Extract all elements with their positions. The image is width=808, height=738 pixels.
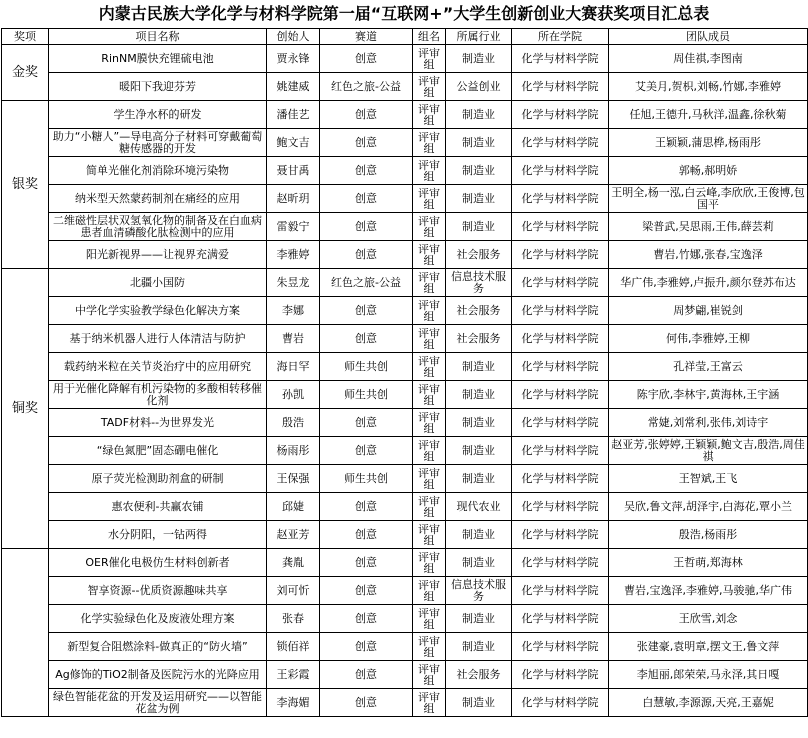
industry-cell: 制造业 [446, 129, 512, 157]
industry-cell: 制造业 [446, 689, 512, 717]
members-cell: 郭畅,郝明娇 [609, 157, 808, 185]
table-row [2, 297, 808, 325]
members-cell: 孔祥莹,王富云 [609, 353, 808, 381]
track-cell: 红色之旅-公益 [320, 73, 413, 101]
table-row [2, 521, 808, 549]
founder-cell: 曹岩 [267, 325, 320, 353]
college-cell: 化学与材料学院 [512, 297, 609, 325]
group-cell: 评审组 [413, 465, 446, 493]
college-cell: 化学与材料学院 [512, 241, 609, 269]
table-row [2, 465, 808, 493]
table-row [2, 129, 808, 157]
founder-cell: 孙凯 [267, 381, 320, 409]
founder-cell: 李雅婷 [267, 241, 320, 269]
table-row [2, 73, 808, 101]
track-cell: 创意 [320, 297, 413, 325]
group-cell: 评审组 [413, 101, 446, 129]
project-cell: 中学化学实验教学绿色化解决方案 [49, 297, 267, 325]
table-row [2, 605, 808, 633]
members-cell: 李旭丽,郎荣荣,马永泽,其日嘎 [609, 661, 808, 689]
group-cell: 评审组 [413, 493, 446, 521]
college-cell: 化学与材料学院 [512, 353, 609, 381]
group-cell: 评审组 [413, 325, 446, 353]
members-cell: 赵亚芳,张婷婷,王颖颖,鲍文吉,殷浩,周佳祺 [609, 437, 808, 465]
members-cell: 周佳祺,李图南 [609, 45, 808, 73]
industry-cell: 制造业 [446, 521, 512, 549]
project-cell: 纳米型天然蒙药制剂在痛经的应用 [49, 185, 267, 213]
track-cell: 创意 [320, 633, 413, 661]
track-cell: 创意 [320, 409, 413, 437]
members-cell: 王颖颖,蒲思桦,杨雨彤 [609, 129, 808, 157]
group-cell: 评审组 [413, 605, 446, 633]
founder-cell: 朱昱龙 [267, 269, 320, 297]
table-row [2, 157, 808, 185]
header-members: 团队成员 [609, 29, 808, 45]
college-cell: 化学与材料学院 [512, 73, 609, 101]
track-cell: 创意 [320, 45, 413, 73]
college-cell: 化学与材料学院 [512, 185, 609, 213]
group-cell: 评审组 [413, 157, 446, 185]
group-cell: 评审组 [413, 45, 446, 73]
table-row [2, 493, 808, 521]
group-cell: 评审组 [413, 409, 446, 437]
project-cell: 学生净水杯的研发 [49, 101, 267, 129]
college-cell: 化学与材料学院 [512, 577, 609, 605]
header-row [2, 29, 808, 45]
table-row [2, 185, 808, 213]
college-cell: 化学与材料学院 [512, 437, 609, 465]
college-cell: 化学与材料学院 [512, 381, 609, 409]
header-award: 奖项 [2, 29, 49, 45]
members-cell: 张建豪,袁明章,摆文王,鲁文萍 [609, 633, 808, 661]
founder-cell: 王保强 [267, 465, 320, 493]
industry-cell: 制造业 [446, 437, 512, 465]
founder-cell: 贾永锋 [267, 45, 320, 73]
members-cell: 梁普武,吴思雨,王伟,薛芸莉 [609, 213, 808, 241]
table-body [2, 45, 808, 717]
founder-cell: 张春 [267, 605, 320, 633]
table-row [2, 353, 808, 381]
project-cell: 暖阳下我迎芬芳 [49, 73, 267, 101]
members-cell: 殷浩,杨雨彤 [609, 521, 808, 549]
track-cell: 创意 [320, 661, 413, 689]
college-cell: 化学与材料学院 [512, 269, 609, 297]
track-cell: 创意 [320, 101, 413, 129]
track-cell: 创意 [320, 493, 413, 521]
table-row [2, 101, 808, 129]
college-cell: 化学与材料学院 [512, 325, 609, 353]
group-cell: 评审组 [413, 689, 446, 717]
track-cell: 师生共创 [320, 465, 413, 493]
table-row [2, 633, 808, 661]
group-cell: 评审组 [413, 269, 446, 297]
project-cell: RinNM膜快充锂硫电池 [49, 45, 267, 73]
table-row [2, 325, 808, 353]
industry-cell: 现代农业 [446, 493, 512, 521]
track-cell: 师生共创 [320, 353, 413, 381]
college-cell: 化学与材料学院 [512, 689, 609, 717]
group-cell: 评审组 [413, 661, 446, 689]
project-cell: Ag修饰的TiO2制备及医院污水的光降应用 [49, 661, 267, 689]
track-cell: 创意 [320, 577, 413, 605]
founder-cell: 姚建威 [267, 73, 320, 101]
table-row [2, 549, 808, 577]
table-row [2, 577, 808, 605]
header-college: 所在学院 [512, 29, 609, 45]
founder-cell: 鲍文吉 [267, 129, 320, 157]
project-cell: 北疆小国防 [49, 269, 267, 297]
project-cell: 惠农便利-共赢农铺 [49, 493, 267, 521]
college-cell: 化学与材料学院 [512, 101, 609, 129]
group-cell: 评审组 [413, 577, 446, 605]
members-cell: 王欣雪,刘念 [609, 605, 808, 633]
industry-cell: 信息技术服务 [446, 269, 512, 297]
group-cell: 评审组 [413, 549, 446, 577]
industry-cell: 制造业 [446, 381, 512, 409]
college-cell: 化学与材料学院 [512, 633, 609, 661]
founder-cell: 王彩霞 [267, 661, 320, 689]
project-cell: OER催化电极仿生材料创新者 [49, 549, 267, 577]
college-cell: 化学与材料学院 [512, 521, 609, 549]
members-cell: 王哲萌,郑海林 [609, 549, 808, 577]
founder-cell: 赵昕玥 [267, 185, 320, 213]
track-cell: 创意 [320, 437, 413, 465]
table-row [2, 381, 808, 409]
industry-cell: 制造业 [446, 465, 512, 493]
awards-table [1, 28, 808, 717]
group-cell: 评审组 [413, 297, 446, 325]
members-cell: 白慧敏,李源源,天亮,王嘉妮 [609, 689, 808, 717]
award-cell [2, 549, 49, 717]
members-cell: 任旭,王德升,马秋洋,温鑫,徐秋菊 [609, 101, 808, 129]
track-cell: 创意 [320, 185, 413, 213]
group-cell: 评审组 [413, 353, 446, 381]
industry-cell: 社会服务 [446, 297, 512, 325]
table-row [2, 661, 808, 689]
industry-cell: 制造业 [446, 605, 512, 633]
founder-cell: 聂甘禹 [267, 157, 320, 185]
industry-cell: 制造业 [446, 353, 512, 381]
members-cell: 陈宇欣,李林宇,黄海林,王宇涵 [609, 381, 808, 409]
college-cell: 化学与材料学院 [512, 605, 609, 633]
table-row [2, 213, 808, 241]
industry-cell: 社会服务 [446, 661, 512, 689]
award-cell: 金奖 [2, 45, 49, 101]
industry-cell: 制造业 [446, 633, 512, 661]
project-cell: 绿色智能花盆的开发及运用研究——以智能花盆为例 [49, 689, 267, 717]
industry-cell: 信息技术服务 [446, 577, 512, 605]
header-industry: 所属行业 [446, 29, 512, 45]
founder-cell: 海日罕 [267, 353, 320, 381]
track-cell: 创意 [320, 213, 413, 241]
header-founder: 创始人 [267, 29, 320, 45]
college-cell: 化学与材料学院 [512, 493, 609, 521]
college-cell: 化学与材料学院 [512, 549, 609, 577]
track-cell: 创意 [320, 521, 413, 549]
founder-cell: 雷毅宁 [267, 213, 320, 241]
industry-cell: 制造业 [446, 185, 512, 213]
project-cell: 水分阴阳，一钻两得 [49, 521, 267, 549]
project-cell: 新型复合阻燃涂料-做真正的“防火墙” [49, 633, 267, 661]
founder-cell: 李海媚 [267, 689, 320, 717]
college-cell: 化学与材料学院 [512, 465, 609, 493]
members-cell: 曹岩,竹娜,张春,宝逸泽 [609, 241, 808, 269]
group-cell: 评审组 [413, 381, 446, 409]
header-project: 项目名称 [49, 29, 267, 45]
project-cell: 助力“小糖人”—导电高分子材料可穿戴葡萄糖传感器的开发 [49, 129, 267, 157]
industry-cell: 制造业 [446, 213, 512, 241]
college-cell: 化学与材料学院 [512, 129, 609, 157]
project-cell: 简单光催化剂消除环境污染物 [49, 157, 267, 185]
founder-cell: 杨雨彤 [267, 437, 320, 465]
project-cell: 用于光催化降解有机污染物的多酸相转移催化剂 [49, 381, 267, 409]
project-cell: 阳光新视界——让视界充满爱 [49, 241, 267, 269]
header-group: 组名 [413, 29, 446, 45]
table-row [2, 45, 808, 73]
table-row [2, 437, 808, 465]
industry-cell: 制造业 [446, 409, 512, 437]
group-cell: 评审组 [413, 521, 446, 549]
industry-cell: 制造业 [446, 157, 512, 185]
founder-cell: 刘可忻 [267, 577, 320, 605]
members-cell: 何伟,李雅婷,王柳 [609, 325, 808, 353]
table-row [2, 689, 808, 717]
industry-cell: 制造业 [446, 101, 512, 129]
college-cell: 化学与材料学院 [512, 213, 609, 241]
table-row [2, 269, 808, 297]
college-cell: 化学与材料学院 [512, 157, 609, 185]
industry-cell: 公益创业 [446, 73, 512, 101]
track-cell: 创意 [320, 157, 413, 185]
group-cell: 评审组 [413, 633, 446, 661]
track-cell: 创意 [320, 129, 413, 157]
project-cell: 智享资源--优质资源趣味共享 [49, 577, 267, 605]
members-cell: 王明全,杨一泓,白云峰,李欣欣,王俊博,包国平 [609, 185, 808, 213]
project-cell: 二维磁性层状双氢氧化物的制备及在白血病患者血清磷酸化肽检测中的应用 [49, 213, 267, 241]
award-cell: 银奖 [2, 101, 49, 269]
group-cell: 评审组 [413, 185, 446, 213]
members-cell: 艾美月,贺枳,刘畅,竹娜,李雅婷 [609, 73, 808, 101]
founder-cell: 锁佰祥 [267, 633, 320, 661]
track-cell: 创意 [320, 241, 413, 269]
members-cell: 曹岩,宝逸泽,李雅婷,马骏驰,华广伟 [609, 577, 808, 605]
track-cell: 师生共创 [320, 381, 413, 409]
college-cell: 化学与材料学院 [512, 409, 609, 437]
industry-cell: 制造业 [446, 549, 512, 577]
members-cell: 常婕,刘常利,张伟,刘诗宇 [609, 409, 808, 437]
industry-cell: 社会服务 [446, 325, 512, 353]
founder-cell: 邱婕 [267, 493, 320, 521]
college-cell: 化学与材料学院 [512, 45, 609, 73]
project-cell: 载药纳米粒在关节炎治疗中的应用研究 [49, 353, 267, 381]
project-cell: 原子荧光检测助剂盒的研制 [49, 465, 267, 493]
table-row [2, 409, 808, 437]
members-cell: 周梦翩,崔锐剑 [609, 297, 808, 325]
project-cell: TADF材料--为世界发光 [49, 409, 267, 437]
founder-cell: 李娜 [267, 297, 320, 325]
group-cell: 评审组 [413, 437, 446, 465]
table-row [2, 241, 808, 269]
founder-cell: 赵亚芳 [267, 521, 320, 549]
group-cell: 评审组 [413, 241, 446, 269]
group-cell: 评审组 [413, 129, 446, 157]
founder-cell: 殷浩 [267, 409, 320, 437]
award-cell: 铜奖 [2, 269, 49, 549]
track-cell: 创意 [320, 325, 413, 353]
track-cell: 红色之旅-公益 [320, 269, 413, 297]
industry-cell: 社会服务 [446, 241, 512, 269]
group-cell: 评审组 [413, 213, 446, 241]
header-track: 赛道 [320, 29, 413, 45]
members-cell: 吴欣,鲁文萍,胡泽宇,白海花,覃小兰 [609, 493, 808, 521]
founder-cell: 龚胤 [267, 549, 320, 577]
project-cell: “绿色氮肥”固态硼电催化 [49, 437, 267, 465]
project-cell: 化学实验绿色化及废液处理方案 [49, 605, 267, 633]
group-cell: 评审组 [413, 73, 446, 101]
track-cell: 创意 [320, 605, 413, 633]
founder-cell: 潘佳艺 [267, 101, 320, 129]
track-cell: 创意 [320, 549, 413, 577]
members-cell: 华广伟,李雅婷,卢振升,颜尔登苏布达 [609, 269, 808, 297]
project-cell: 基于纳米机器人进行人体清洁与防护 [49, 325, 267, 353]
page-title: 内蒙古民族大学化学与材料学院第一届“互联网+”大学生创新创业大赛获奖项目汇总表 [98, 4, 710, 23]
track-cell: 创意 [320, 689, 413, 717]
college-cell: 化学与材料学院 [512, 661, 609, 689]
industry-cell: 制造业 [446, 45, 512, 73]
members-cell: 王智斌,王飞 [609, 465, 808, 493]
